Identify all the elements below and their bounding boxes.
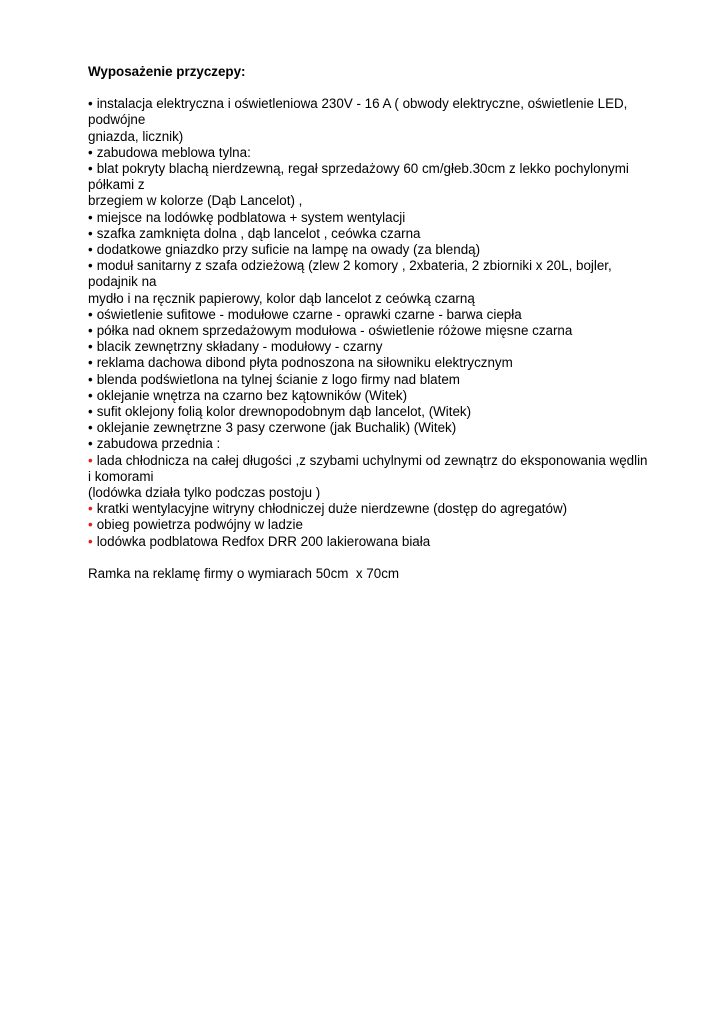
list-line-text: dodatkowe gniazdko przy suficie na lampę na owady (za blendą) — [96, 242, 481, 258]
bullet-icon: • — [88, 339, 93, 355]
list-line-text: oklejanie wnętrza na czarno bez kątowników (Witek) — [96, 387, 408, 403]
list-line — [88, 145, 648, 161]
list-line — [88, 339, 648, 355]
bullet-icon: • — [88, 306, 93, 322]
bullet-icon: • — [88, 501, 93, 517]
list-line — [88, 242, 648, 258]
list-line-text: kratki wentylacyjne witryny chłodniczej duże nierdzewne (dostęp do agregatów) — [96, 501, 568, 517]
footer-note: Ramka na reklamę firmy o wymiarach 50cm x 70cm — [88, 565, 400, 581]
bullet-icon: • — [88, 371, 93, 387]
bullet-icon: • — [88, 517, 93, 533]
list-line-text: zabudowa przednia : — [96, 436, 221, 452]
list-line-text: oświetlenie sufitowe - modułowe czarne - oprawki czarne - barwa ciepła — [96, 306, 522, 322]
bullet-icon: • — [88, 323, 93, 339]
list-line-text: miejsce na lodówkę podblatowa + system wentylacji — [96, 209, 406, 225]
list-line — [88, 291, 648, 307]
list-line-text: moduł sanitarny z szafa odzieżową (zlew 2 komory , 2xbateria, 2 zbiorniki x 20L, bojler, podajnik na — [88, 258, 616, 290]
bullet-icon: • — [88, 420, 93, 436]
list-line — [88, 258, 648, 290]
list-line — [88, 534, 648, 550]
list-line — [88, 323, 648, 339]
bullet-icon: • — [88, 452, 93, 468]
list-line — [88, 452, 652, 485]
list-line-text: lada chłodnicza na całej długości ,z szybami uchylnymi od zewnątrz do eksponowania wędlin i komorami — [88, 452, 652, 484]
list-line — [88, 517, 648, 533]
list-line-text: sufit oklejony folią kolor drewnopodobnym dąb lancelot, (Witek) — [96, 404, 472, 420]
list-line-text: półka nad oknem sprzedażowym modułowa - oświetlenie różowe mięsne czarna — [96, 323, 573, 339]
list-line — [88, 388, 648, 404]
list-line — [88, 226, 648, 242]
bullet-icon: • — [88, 404, 93, 420]
list-line — [88, 129, 648, 145]
list-line-text: obieg powietrza podwójny w ladzie — [96, 517, 303, 533]
bullet-icon: • — [88, 209, 93, 225]
equipment-list — [88, 96, 652, 550]
bullet-icon: • — [88, 258, 93, 274]
list-line-text: zabudowa meblowa tylna: — [96, 144, 251, 160]
bullet-icon: • — [88, 436, 93, 452]
list-line-text: blat pokryty blachą nierdzewną, regał sprzedażowy 60 cm/głeb.30cm z lekko pochylonymi półkami z — [88, 161, 633, 193]
bullet-icon: • — [88, 96, 93, 112]
bullet-icon: • — [88, 161, 93, 177]
list-line-text: instalacja elektryczna i oświetleniowa 230V - 16 A ( obwody elektryczne, oświetlenie LED, podwójne — [88, 96, 632, 128]
list-line — [88, 485, 648, 501]
list-line-text: oklejanie zewnętrzne 3 pasy czerwone (jak Buchalik) (Witek) — [96, 420, 457, 436]
list-line — [88, 404, 648, 420]
list-line-text: gniazda, licznik) — [88, 128, 184, 144]
bullet-icon: • — [88, 242, 93, 258]
list-line — [88, 372, 648, 388]
list-line-text: reklama dachowa dibond płyta podnoszona na siłowniku elektrycznym — [96, 355, 513, 371]
list-line-text: brzegiem w kolorze (Dąb Lancelot) , — [88, 193, 303, 209]
bullet-icon: • — [88, 144, 93, 160]
list-line-text: szafka zamknięta dolna , dąb lancelot , ceówka czarna — [96, 225, 421, 241]
list-line — [88, 193, 648, 209]
document-title: Wyposażenie przyczepy: — [88, 64, 246, 79]
list-line-text: lodówka podblatowa Redfox DRR 200 lakierowana biała — [96, 533, 431, 549]
list-line-text: blacik zewnętrzny składany - modułowy - czarny — [96, 339, 383, 355]
list-line — [88, 96, 648, 128]
list-line-text: mydło i na ręcznik papierowy, kolor dąb lancelot z ceówką czarną — [88, 290, 475, 306]
bullet-icon: • — [88, 225, 93, 241]
bullet-icon: • — [88, 387, 93, 403]
list-line-text: blenda podświetlona na tylnej ścianie z logo firmy nad blatem — [96, 371, 460, 387]
list-line — [88, 355, 648, 371]
list-line — [88, 501, 648, 517]
bullet-icon: • — [88, 355, 93, 371]
list-line — [88, 307, 648, 323]
list-line — [88, 420, 648, 436]
list-line — [88, 436, 648, 452]
list-line — [88, 210, 648, 226]
list-line-text: (lodówka działa tylko podczas postoju ) — [88, 485, 321, 501]
document-content — [88, 64, 652, 582]
list-line — [88, 161, 648, 193]
bullet-icon: • — [88, 533, 93, 549]
